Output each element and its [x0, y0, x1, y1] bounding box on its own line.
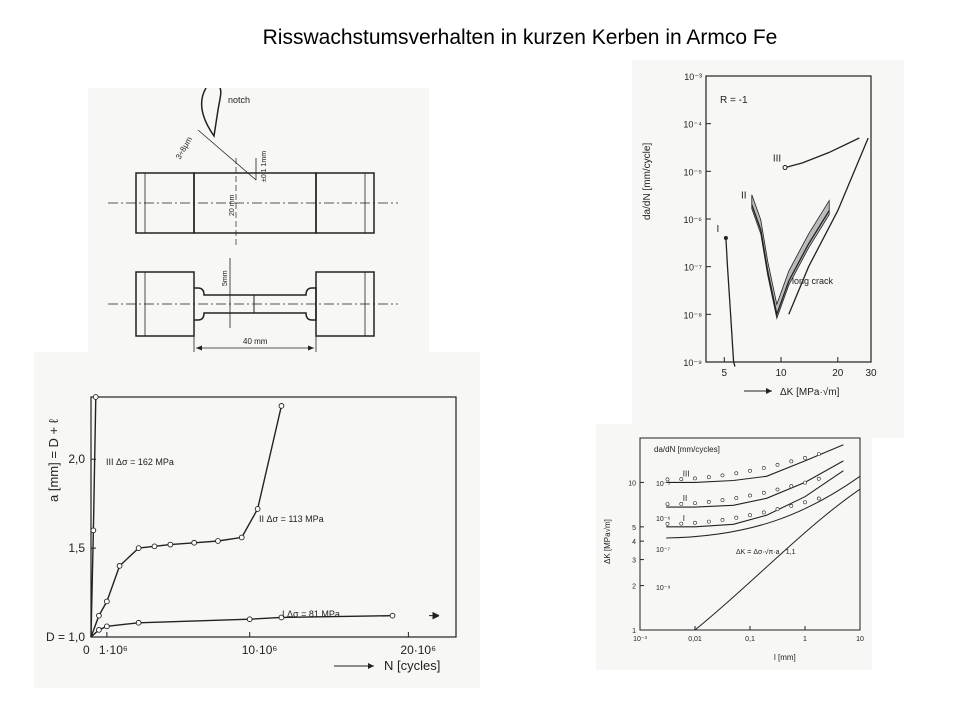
data-point [693, 521, 696, 524]
x-tick-label: 10 [775, 368, 787, 379]
data-point [216, 539, 221, 544]
scatter-band-II [752, 195, 829, 319]
ratio-annotation: R = -1 [720, 95, 748, 106]
x-axis-label: l [mm] [774, 653, 796, 662]
diameter-label: 20 mm [229, 194, 236, 216]
x-tick-label: 20 [832, 368, 844, 379]
y-tick-label: D = 1,0 [45, 630, 85, 644]
y-tick-label: 10 [628, 480, 636, 488]
series-label-II: II Δσ = 113 MPa [259, 514, 324, 524]
depth-label: ±0,1 1mm [261, 150, 268, 182]
y-tick-label: 10⁻⁵ [683, 167, 702, 178]
data-point [803, 501, 806, 504]
data-point [735, 472, 738, 475]
data-point [817, 477, 820, 480]
series-label-III: III Δσ = 162 MPa [106, 457, 174, 467]
data-point [817, 453, 820, 456]
length-label: 40 mm [243, 337, 268, 346]
y-tick-label: 2 [632, 583, 636, 591]
stress-intensity-chart [596, 424, 872, 670]
series-line-2 [666, 471, 843, 527]
formula-annotation: ΔK = Δσ·√π·a · 1,1 [736, 549, 796, 556]
data-point [666, 503, 669, 506]
page-title: Risswachstumsverhalten in kurzen Kerben in Armco Fe [262, 26, 778, 49]
crack-length-chart [34, 352, 480, 688]
x-tick-label: 5 [721, 368, 728, 379]
x-tick-label: 0 [83, 643, 90, 657]
data-point [748, 514, 751, 517]
y-tick-label: 1,5 [68, 541, 85, 556]
data-point [693, 502, 696, 505]
series-line-1 [666, 461, 843, 507]
y-tick-label: 2,0 [68, 452, 85, 467]
y-tick-label: 10⁻⁶ [683, 215, 702, 225]
data-point [255, 507, 260, 512]
y-tick-label: 1 [632, 628, 636, 635]
x-tick-label: 0,1 [745, 636, 755, 643]
x-axis-label: N [cycles] [384, 658, 441, 673]
data-point [762, 511, 765, 514]
y-tick-label: 10⁻⁴ [683, 119, 702, 130]
x-tick-label: 20·10⁶ [400, 643, 437, 657]
y-axis-label: ΔK [MPa√m] [603, 519, 612, 564]
data-point [91, 528, 96, 533]
x-tick-label: 10·10⁶ [241, 643, 278, 657]
x-tick-label: 1 [803, 636, 807, 643]
y-axis-label: a [mm] = D + ℓ [46, 419, 61, 502]
x-tick-label: 1·10⁶ [98, 643, 128, 657]
data-point [790, 485, 793, 488]
x-tick-label: 30 [865, 368, 877, 379]
data-point [192, 540, 197, 545]
series-line-2 [91, 616, 393, 637]
y-tick-label: 10⁻⁹ [683, 358, 702, 368]
y-tick-label: 3 [632, 557, 636, 565]
data-point [693, 477, 696, 480]
rate-title: da/dN [mm/cycles] [654, 445, 720, 454]
data-point [748, 494, 751, 497]
data-point [803, 481, 806, 484]
data-point [735, 496, 738, 499]
series-line-2 [785, 138, 859, 168]
data-point [390, 613, 395, 618]
rate-label-6: 10⁻⁶ [656, 516, 671, 523]
series-label-I: I Δσ = 81 MPa [282, 609, 340, 619]
rate-label-5: 10⁻⁵ [656, 481, 671, 488]
data-point [721, 518, 724, 521]
data-point [707, 500, 710, 503]
data-point [776, 508, 779, 511]
data-point [790, 504, 793, 507]
series-label: II [741, 190, 747, 202]
data-point [776, 463, 779, 466]
data-point [136, 546, 141, 551]
neck-label: 5mm [222, 270, 229, 286]
y-tick-label: 10⁻⁷ [683, 262, 702, 273]
data-point [707, 520, 710, 523]
growth-rate-chart [632, 60, 904, 438]
notch-label: notch [228, 95, 251, 105]
specimen-drawing [88, 88, 429, 354]
data-point [721, 499, 724, 502]
data-point [776, 488, 779, 491]
data-point [239, 535, 244, 540]
data-point [136, 620, 141, 625]
data-point [152, 544, 157, 549]
data-point [783, 166, 787, 170]
data-point [97, 613, 102, 618]
data-point [803, 456, 806, 459]
y-tick-label: 10⁻⁸ [683, 310, 702, 321]
data-point [104, 624, 109, 629]
rate-label-9: 10⁻⁹ [656, 585, 671, 592]
y-tick-label: 4 [632, 539, 636, 547]
y-tick-label: 10⁻³ [684, 72, 702, 82]
series-line-3 [789, 138, 868, 314]
data-point [707, 476, 710, 479]
series-label: I [682, 513, 686, 523]
series-line-1 [91, 406, 281, 637]
y-tick-label: 5 [632, 524, 636, 532]
data-point [817, 497, 820, 500]
data-point [279, 403, 284, 408]
data-point [117, 563, 122, 568]
data-point [735, 516, 738, 519]
x-tick-label: 10 [856, 636, 864, 643]
long-crack-label: long crack [792, 276, 834, 286]
series-label: III [682, 469, 690, 479]
x-axis-label: ΔK [MPa·√m] [780, 387, 840, 398]
data-point [104, 599, 109, 604]
data-point [762, 466, 765, 469]
rate-label-7: 10⁻⁷ [656, 547, 671, 554]
y-axis-label: da/dN [mm/cycle] [642, 142, 653, 220]
data-point [721, 474, 724, 477]
data-point [748, 469, 751, 472]
data-point [97, 627, 102, 632]
series-arrow [429, 613, 439, 619]
x-tick-label: 10⁻³ [633, 636, 647, 643]
notch-size-label: 3÷8μm [173, 135, 195, 161]
series-line-0 [726, 238, 735, 367]
data-point [790, 460, 793, 463]
data-point [724, 236, 728, 240]
x-tick-label: 0,01 [688, 636, 702, 643]
data-point [168, 542, 173, 547]
data-point [247, 617, 252, 622]
series-label: II [682, 494, 688, 504]
data-point [93, 395, 98, 400]
series-label: I [716, 223, 720, 235]
series-line-0 [91, 397, 96, 637]
series-label: III [772, 153, 782, 165]
data-point [762, 491, 765, 494]
